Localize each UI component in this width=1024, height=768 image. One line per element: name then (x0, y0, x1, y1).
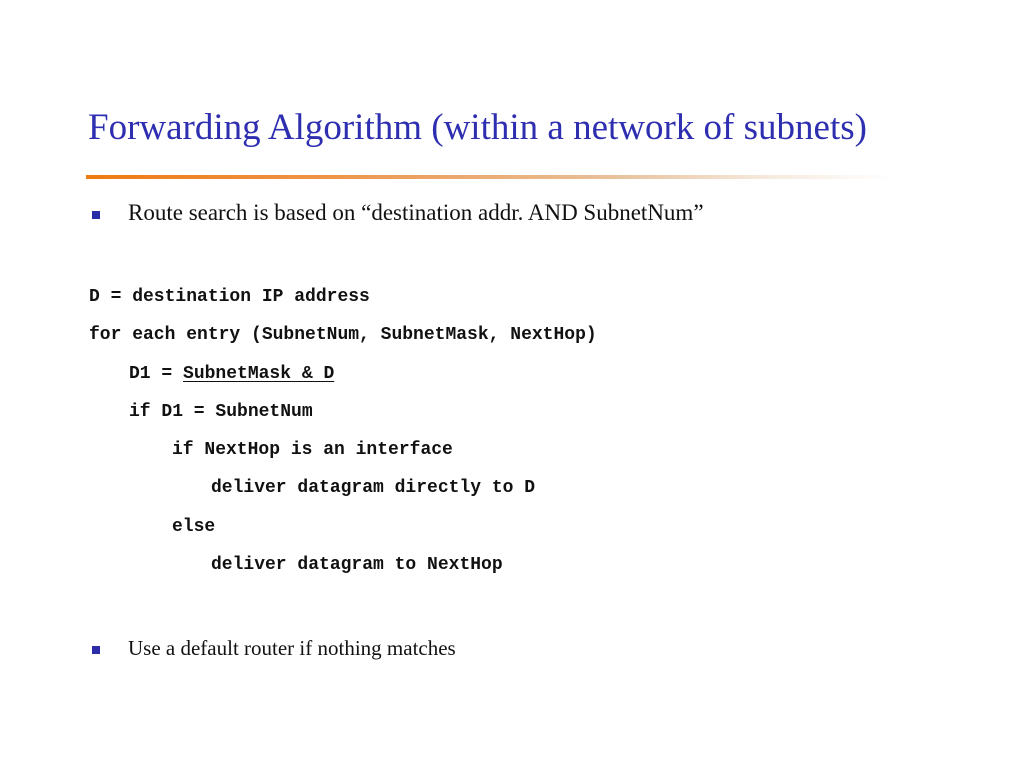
code-line-deliver-directly: deliver datagram directly to D (211, 478, 536, 499)
slide-title: Forwarding Algorithm (within a network of subnets) (88, 107, 867, 148)
code-d1-prefix: D1 = (129, 363, 184, 384)
bullet-default-router: Use a default router if nothing matches (128, 636, 456, 660)
forwarding-pseudocode (89, 285, 597, 591)
bullet-marker (92, 646, 100, 654)
title-underline-rule (86, 175, 894, 179)
bullet-route-search: Route search is based on “destination addr. AND SubnetNum” (128, 200, 704, 225)
code-line-else: else (172, 516, 216, 537)
code-subnetmask-and-d: SubnetMask & D (183, 363, 335, 384)
code-line-destination: D = destination IP address (89, 287, 370, 307)
code-line-if-d1: if D1 = SubnetNum (129, 401, 313, 422)
bullet-marker (92, 211, 100, 219)
code-line-if-nexthop: if NextHop is an interface (172, 440, 453, 461)
code-line-d1-assign (89, 362, 597, 400)
code-line-for-each-entry: for each entry (SubnetNum, SubnetMask, NextHop) (89, 325, 597, 346)
code-line-deliver-nexthop: deliver datagram to NextHop (211, 555, 503, 576)
